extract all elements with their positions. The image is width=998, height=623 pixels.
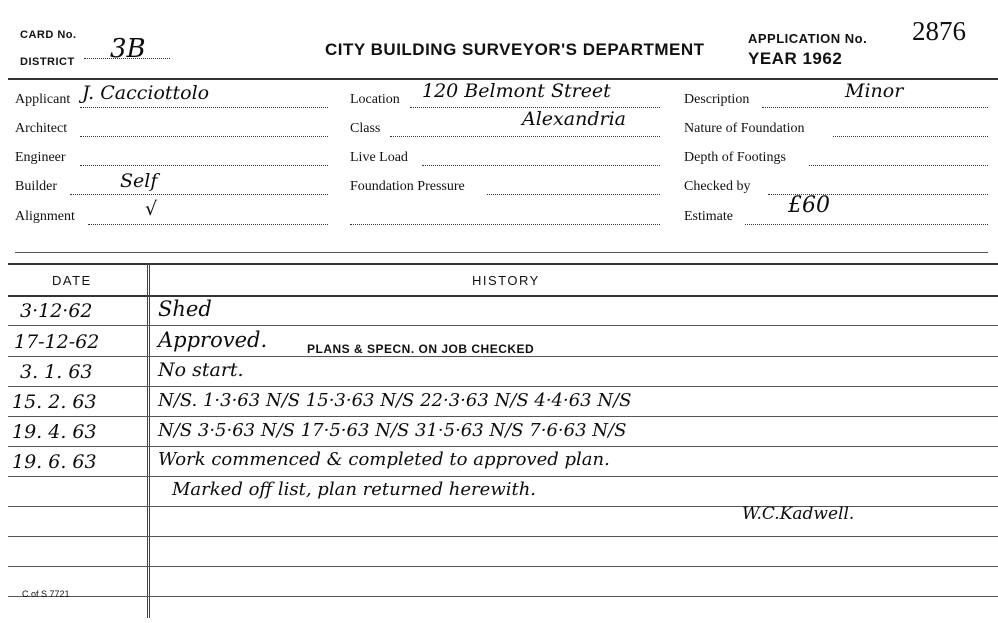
description-label: Description xyxy=(684,92,750,107)
date-column-header: DATE xyxy=(52,273,92,288)
row-date: 19. 4. 63 xyxy=(12,421,97,443)
location-label: Location xyxy=(350,92,400,107)
application-label: APPLICATION No. xyxy=(748,31,868,46)
district-label: DISTRICT xyxy=(20,56,75,68)
estimate-value: £60 xyxy=(788,193,830,218)
checked-by-label: Checked by xyxy=(684,179,751,194)
alignment-label: Alignment xyxy=(15,209,75,224)
estimate-label: Estimate xyxy=(684,209,733,224)
card-no-label: CARD No. xyxy=(20,29,77,41)
builder-value: Self xyxy=(120,170,158,192)
row-history: Marked off list, plan returned herewith. xyxy=(172,479,537,500)
architect-label: Architect xyxy=(15,121,68,136)
card-no-value: 3B xyxy=(110,34,146,64)
typed-stamp: PLANS & SPECN. ON JOB CHECKED xyxy=(307,342,535,356)
year: YEAR 1962 xyxy=(748,49,843,68)
live-load-label: Live Load xyxy=(350,150,408,165)
location-value: 120 Belmont Street xyxy=(422,80,611,102)
engineer-label: Engineer xyxy=(15,150,66,165)
description-value: Minor xyxy=(845,80,904,102)
foundation-pressure-label: Foundation Pressure xyxy=(350,179,465,194)
row-date: 3. 1. 63 xyxy=(20,361,93,383)
row-history: Shed xyxy=(158,297,212,321)
nature-of-foundation-label: Nature of Foundation xyxy=(684,121,805,136)
applicant-label: Applicant xyxy=(15,92,71,107)
row-history: N/S 3·5·63 N/S 17·5·63 N/S 31·5·63 N/S 7·6·63 N/S xyxy=(158,420,627,441)
alignment-value: √ xyxy=(145,198,158,220)
row-history: Work commenced & completed to approved plan. xyxy=(158,449,610,470)
row-date: 15. 2. 63 xyxy=(12,391,97,413)
class-label: Class xyxy=(350,121,381,136)
signature: W.C.Kadwell. xyxy=(742,504,855,524)
row-date: 19. 6. 63 xyxy=(12,451,97,473)
applicant-value: J. Cacciottolo xyxy=(82,82,210,104)
class-value: Alexandria xyxy=(522,108,626,130)
row-date: 17-12-62 xyxy=(14,331,100,353)
depth-of-footings-label: Depth of Footings xyxy=(684,150,786,165)
application-number: 2876 xyxy=(912,16,966,46)
row-history: N/S. 1·3·63 N/S 15·3·63 N/S 22·3·63 N/S 4·4·63 N/S xyxy=(158,390,632,411)
department-title: CITY BUILDING SURVEYOR'S DEPARTMENT xyxy=(325,40,705,59)
row-date: 3·12·62 xyxy=(20,300,93,322)
builder-label: Builder xyxy=(15,179,57,194)
row-history: No start. xyxy=(158,359,244,381)
row-history: Approved. xyxy=(158,328,268,352)
form-number: C of S 7721 xyxy=(22,589,70,599)
history-column-header: HISTORY xyxy=(472,273,540,288)
